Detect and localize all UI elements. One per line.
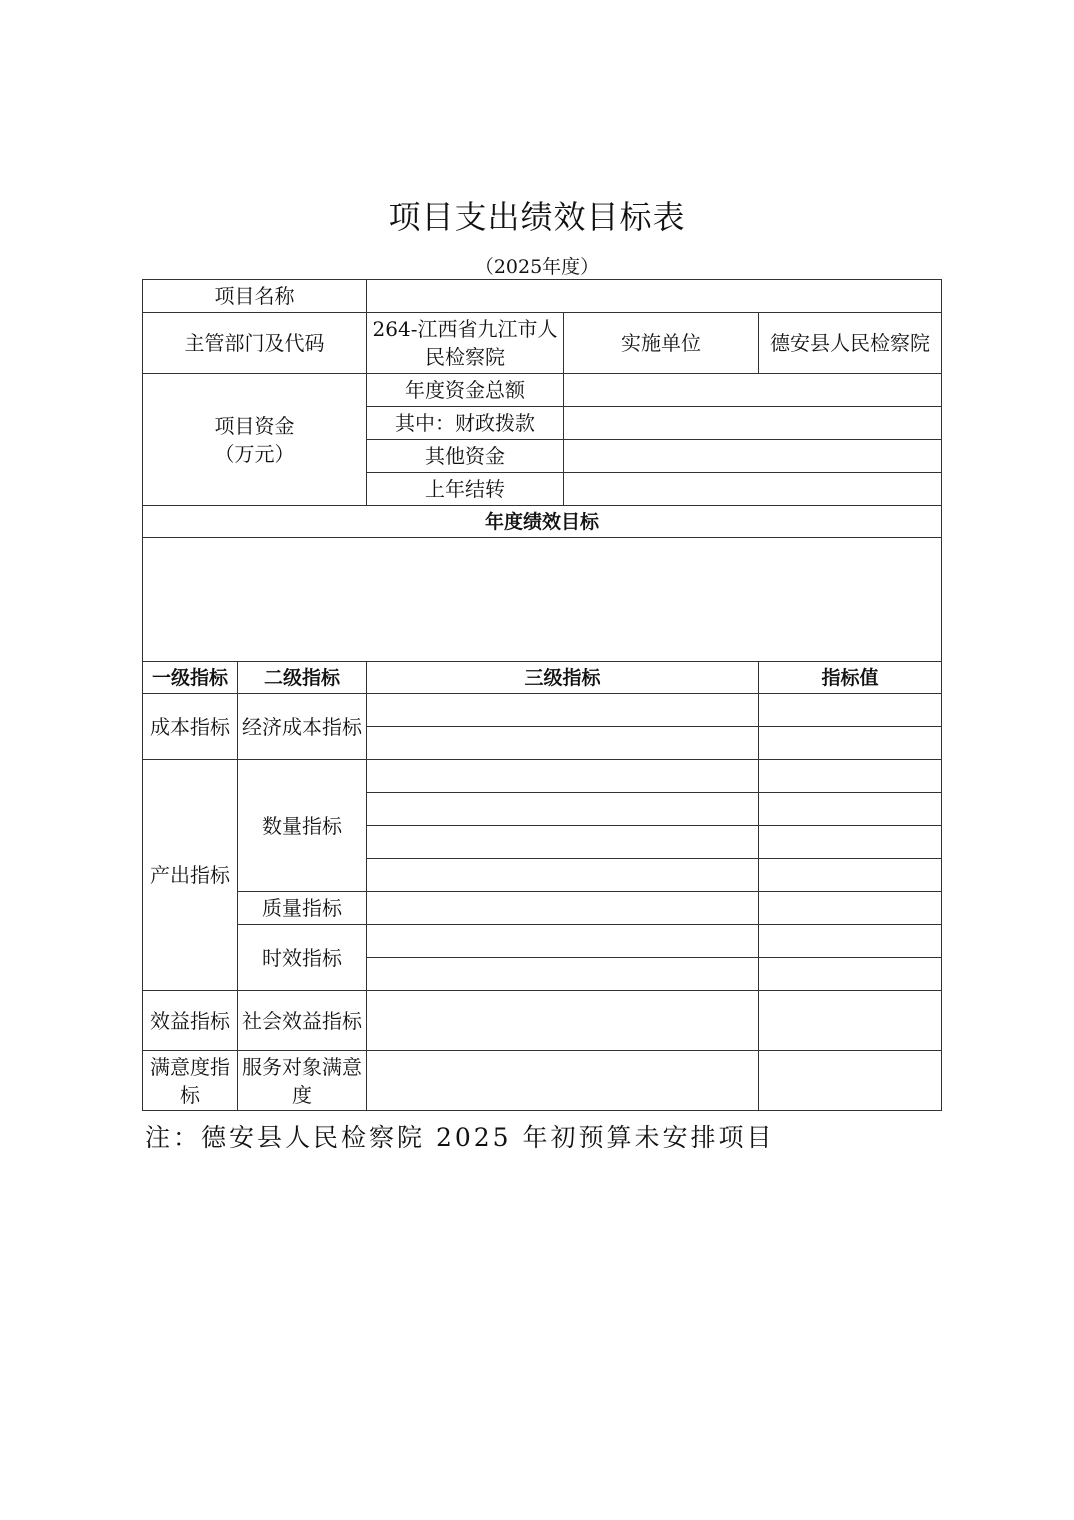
project-name-label: 项目名称 — [143, 280, 367, 313]
quantity-level3-4 — [367, 859, 759, 892]
footnote: 注：德安县人民检察院 2025 年初预算未安排项目 — [145, 1123, 775, 1152]
output-quality: 质量指标 — [238, 892, 367, 925]
dept-value: 264-江西省九江市人民检察院 — [367, 313, 564, 374]
quantity-level3-2 — [367, 793, 759, 826]
funds-fiscal-value — [564, 407, 942, 440]
quantity-value-2 — [759, 793, 942, 826]
header-level3: 三级指标 — [367, 662, 759, 694]
cost-value-1 — [759, 694, 942, 727]
timeliness-level3-1 — [367, 925, 759, 958]
timeliness-value-2 — [759, 958, 942, 991]
annual-goal-header: 年度绩效目标 — [143, 506, 942, 538]
cost-level1: 成本指标 — [143, 694, 238, 760]
funds-carryover-label: 上年结转 — [367, 473, 564, 506]
cost-level2: 经济成本指标 — [238, 694, 367, 760]
cost-value-2 — [759, 727, 942, 760]
funds-other-label: 其他资金 — [367, 440, 564, 473]
quantity-value-1 — [759, 760, 942, 793]
project-name-value — [367, 280, 942, 313]
unit-label: 实施单位 — [564, 313, 759, 374]
performance-target-table — [142, 279, 942, 1111]
funds-label: 项目资金（万元） — [143, 374, 367, 506]
funds-other-value — [564, 440, 942, 473]
quality-value-1 — [759, 892, 942, 925]
funds-total-value — [564, 374, 942, 407]
header-level1: 一级指标 — [143, 662, 238, 694]
timeliness-level3-2 — [367, 958, 759, 991]
satisfaction-level3 — [367, 1051, 759, 1111]
annual-goal-content — [143, 538, 942, 662]
cost-level3-2 — [367, 727, 759, 760]
quality-level3-1 — [367, 892, 759, 925]
quantity-value-3 — [759, 826, 942, 859]
quantity-level3-3 — [367, 826, 759, 859]
dept-label: 主管部门及代码 — [143, 313, 367, 374]
satisfaction-level2: 服务对象满意度 — [238, 1051, 367, 1111]
funds-carryover-value — [564, 473, 942, 506]
page-title: 项目支出绩效目标表 — [388, 198, 686, 236]
benefit-level2: 社会效益指标 — [238, 991, 367, 1051]
quantity-level3-1 — [367, 760, 759, 793]
benefit-level1: 效益指标 — [143, 991, 238, 1051]
satisfaction-level1: 满意度指标 — [143, 1051, 238, 1111]
header-value: 指标值 — [759, 662, 942, 694]
header-level2: 二级指标 — [238, 662, 367, 694]
output-quantity: 数量指标 — [238, 760, 367, 892]
quantity-value-4 — [759, 859, 942, 892]
satisfaction-value — [759, 1051, 942, 1111]
timeliness-value-1 — [759, 925, 942, 958]
page-subtitle: （2025年度） — [474, 256, 600, 278]
funds-fiscal-label: 其中：财政拨款 — [367, 407, 564, 440]
unit-value: 德安县人民检察院 — [759, 313, 942, 374]
output-level1: 产出指标 — [143, 760, 238, 991]
benefit-level3 — [367, 991, 759, 1051]
funds-total-label: 年度资金总额 — [367, 374, 564, 407]
cost-level3-1 — [367, 694, 759, 727]
benefit-value — [759, 991, 942, 1051]
output-timeliness: 时效指标 — [238, 925, 367, 991]
